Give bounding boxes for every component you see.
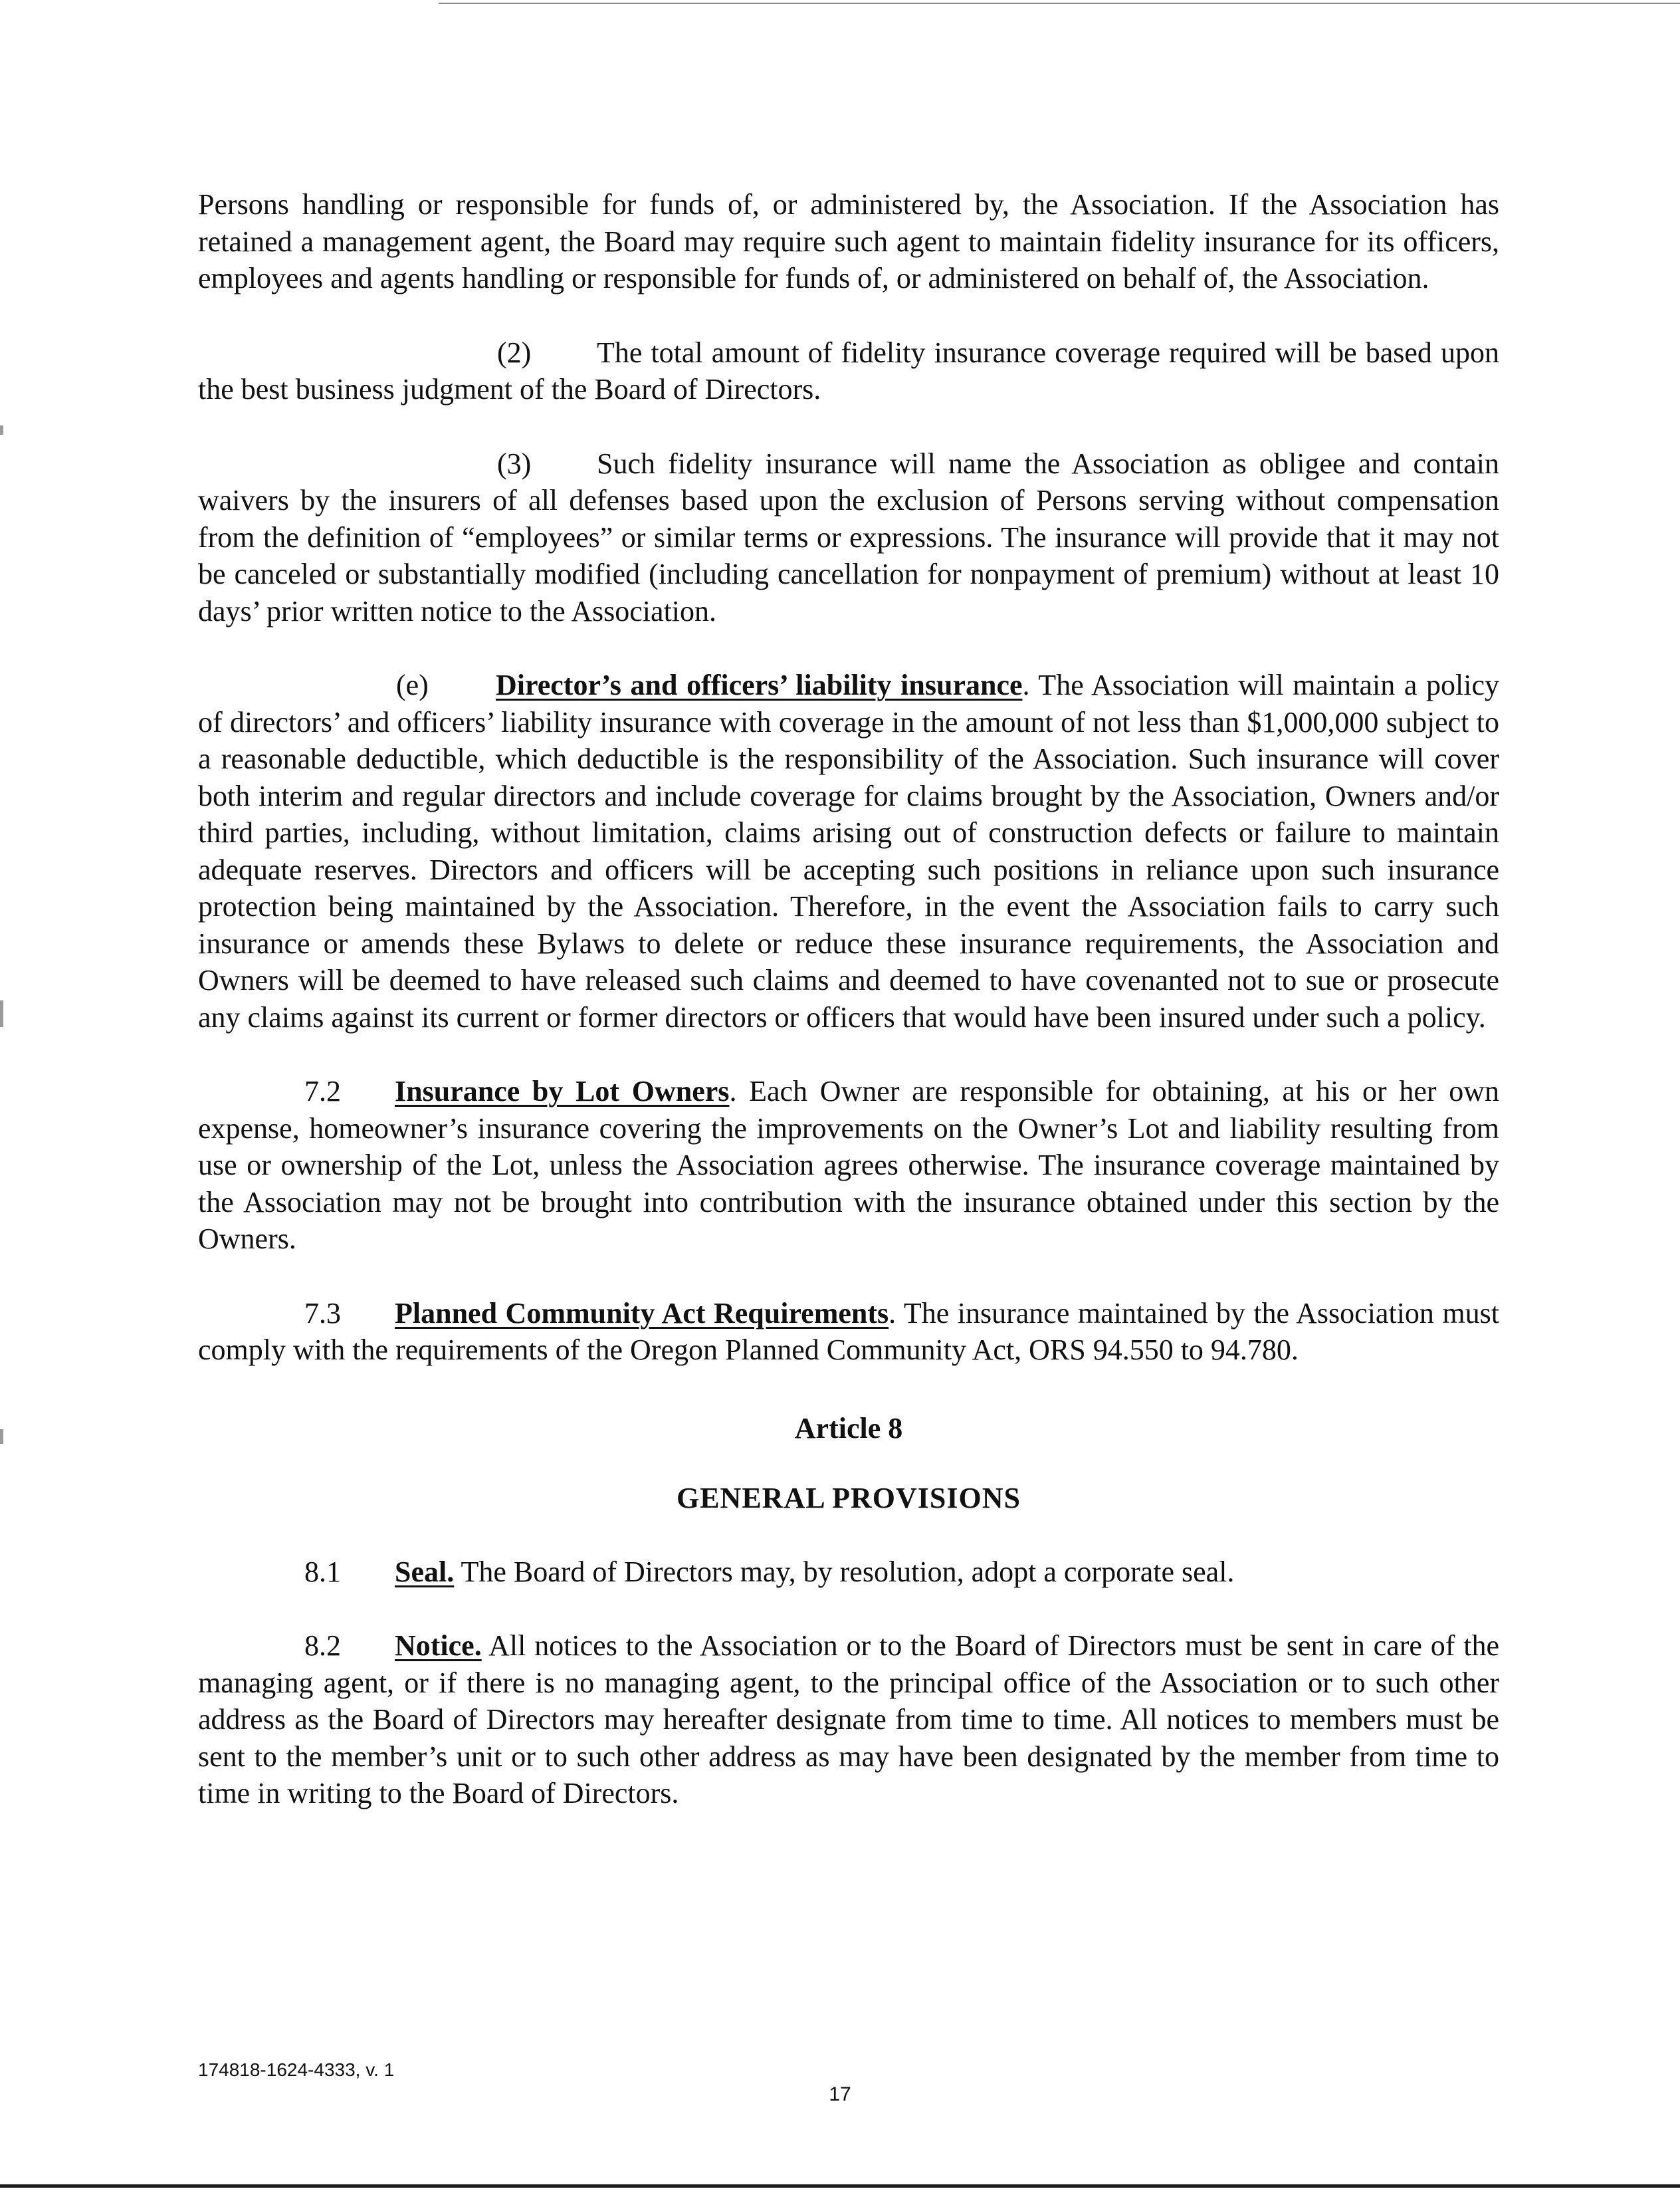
- subsection-number: (2): [497, 336, 532, 369]
- paragraph-text: . The Association will maintain a policy of directors’ and officers’ liability insurance with coverage in the amount of not less than $1,000,000 subject to a reasonable deductible, which deductible is the responsibility of the Association. Such insurance will cover both interim and regular directors and include coverage for claims brought by the Association, Owners and/or third parties, including, without limitation, claims arising out of construction defects or failure to maintain adequate reserves. Directors and officers will be accepting such positions in reliance upon such insurance protection being maintained by the Association. Therefore, in the event the Association fails to carry such insurance or amends these Bylaws to delete or reduce these insurance requirements, the Association and Owners will be deemed to have released such claims and deemed to have covenanted not to sue or prosecute any claims against its current or former directors or officers that would have been insured under such a policy.: [198, 669, 1499, 1034]
- paragraph-fidelity-continuation: Persons handling or responsible for funds of, or administered by, the Association. If the Association has retained a management agent, the Board may require such agent to maintain fidelity insurance for its officers, employees and agents handling or responsible for funds of, or administered on behalf of, the Association.: [198, 188, 1499, 294]
- scan-edge-mark: [0, 1000, 3, 1027]
- section-number: 7.2: [304, 1075, 341, 1107]
- section-heading: Insurance by Lot Owners: [395, 1075, 730, 1107]
- document-id: 174818-1624-4333, v. 1: [198, 2059, 395, 2080]
- paragraph-text: The Board of Directors may, by resolution, adopt a corporate seal.: [454, 1555, 1235, 1588]
- subsection-number: (3): [497, 447, 532, 480]
- paragraph-text: The total amount of fidelity insurance coverage required will be based upon the best business judgment of the Board of Directors.: [198, 336, 1499, 405]
- scan-top-rule: [439, 3, 1680, 4]
- section-heading: Notice.: [395, 1629, 482, 1662]
- subsection-letter: (e): [396, 669, 429, 701]
- section-heading: Director’s and officers’ liability insurance: [496, 669, 1023, 701]
- section-7-3: [198, 1295, 1499, 1369]
- paragraph-text: . Each Owner are responsible for obtaining, at his or her own expense, homeowner’s insurance covering the improvements on the Owner’s Lot and liability resulting from use or ownership of the Lot, unless the Association agrees otherwise. The insurance coverage maintained by the Association may not be brought into contribution with the insurance obtained under this section by the Owners.: [198, 1075, 1499, 1255]
- paragraph-directors-insurance: [198, 667, 1499, 1036]
- page-number: 17: [829, 2083, 851, 2105]
- scan-edge-mark: [0, 425, 3, 435]
- article-title: Article 8: [794, 1411, 903, 1444]
- paragraph-text: All notices to the Association or to the Board of Directors must be sent in care of the managing agent, or if there is no managing agent, to the principal office of the Association or to such other address as the Board of Directors may hereafter designate from time to time. All notices to members must be sent to the member’s unit or to such other address as may have been designated by the member from time to time in writing to the Board of Directors.: [198, 1629, 1499, 1809]
- paragraph-text: . The insurance maintained by the Association must comply with the requirements of the Oregon Planned Community Act, ORS 94.550 to 94.780.: [198, 1296, 1499, 1366]
- paragraph-fidelity-amount: [198, 334, 1499, 408]
- section-heading: Planned Community Act Requirements: [395, 1296, 889, 1329]
- paragraph-fidelity-obligee: [198, 445, 1499, 630]
- section-heading: Seal.: [395, 1555, 455, 1588]
- section-8-2: [198, 1627, 1499, 1812]
- document-page: [198, 186, 1499, 1812]
- section-number: 7.3: [304, 1296, 341, 1329]
- article-subtitle: GENERAL PROVISIONS: [676, 1481, 1021, 1514]
- section-number: 8.1: [304, 1555, 341, 1588]
- scan-bottom-rule: [0, 2184, 1680, 2188]
- section-7-2: [198, 1073, 1499, 1258]
- paragraph-text: Such fidelity insurance will name the Association as obligee and contain waivers by the insurers of all defenses based upon the exclusion of Persons serving without compensation from the definition of “employees” or similar terms or expressions. The insurance will provide that it may not be canceled or substantially modified (including cancellation for nonpayment of premium) without at least 10 days’ prior written notice to the Association.: [198, 447, 1499, 628]
- section-number: 8.2: [304, 1629, 341, 1662]
- scan-edge-mark: [0, 1429, 3, 1444]
- section-8-1: [198, 1554, 1499, 1591]
